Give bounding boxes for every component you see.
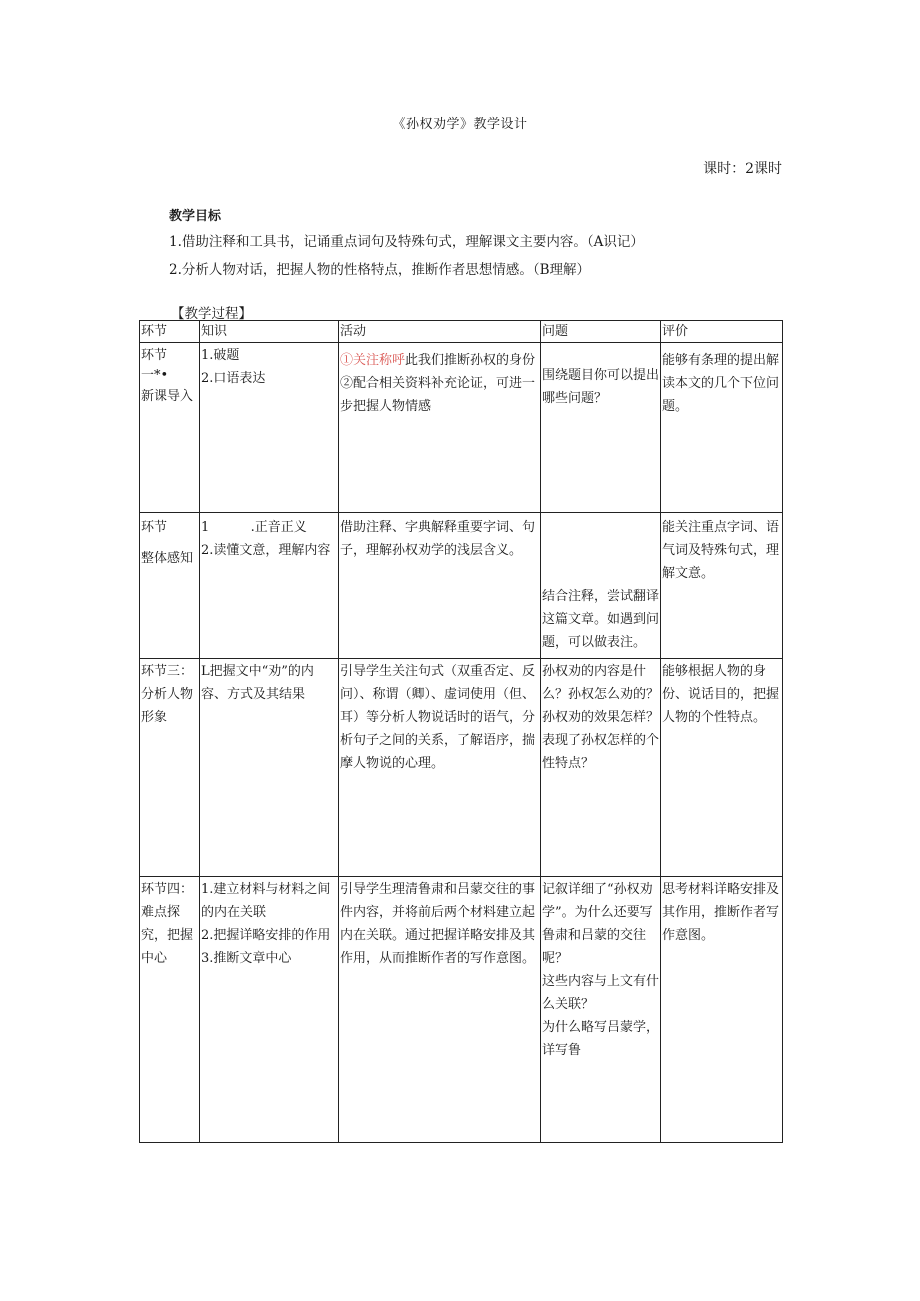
activity-highlight: ①关注称呼 (340, 353, 406, 368)
goal-item: 2.分析人物对话，把握人物的性格特点，推断作者思想情感。（B理解） (169, 262, 591, 278)
activity-text: 借助注释、字典解释重要字词、句子，理解孙权劝学的浅层含义。 (340, 520, 536, 558)
knowledge-text: L把握文中“劝”的内容、方式及其结果 (201, 664, 314, 702)
knowledge-text: 2.读懂文意，理解内容 (201, 543, 331, 558)
question-cell (541, 513, 661, 659)
evaluation-text: 能够有条理的提出解读本文的几个下位问题。 (662, 353, 780, 414)
question-cell (541, 343, 661, 513)
goals-heading: 教学目标 (169, 209, 222, 224)
knowledge-text: 2.把握详略安排的作用 (201, 928, 331, 943)
knowledge-text: 1 .正音正义 (201, 520, 307, 535)
stage-text: 环节三：分析人物形象 (141, 664, 194, 725)
question-text: 为什么略写吕蒙学，详写鲁 (542, 1020, 660, 1058)
question-cell (541, 659, 661, 877)
table-row (140, 343, 783, 513)
knowledge-cell (200, 343, 339, 513)
question-text: 记叙详细了“孙权劝学”。为什么还要写鲁肃和吕蒙的交往呢？ (542, 882, 653, 966)
knowledge-text: 1.建立材料与材料之间的内在关联 (201, 882, 331, 920)
table-row (140, 659, 783, 877)
question-cell (541, 877, 661, 1143)
activity-cell (339, 659, 541, 877)
evaluation-text: 思考材料详略安排及其作用，推断作者写作意图。 (662, 882, 780, 943)
evaluation-cell (661, 877, 783, 1143)
column-header-evaluation: 评价 (661, 321, 783, 343)
stage-text: 一*• (141, 368, 169, 383)
column-header-stage: 环节 (140, 321, 200, 343)
activity-cell (339, 877, 541, 1143)
question-text: 结合注释，尝试翻译这篇文章。如遇到问题，可以做表注。 (542, 589, 660, 650)
question-text: 孙权劝的内容是什么？孙权怎么劝的？孙权劝的效果怎样？ (542, 664, 660, 725)
knowledge-cell (200, 877, 339, 1143)
column-header-question: 问题 (541, 321, 661, 343)
evaluation-text: 能关注重点字词、语气词及特殊句式，理解文意。 (662, 520, 780, 581)
table-row (140, 513, 783, 659)
question-text: 这些内容与上文有什么关联？ (542, 974, 660, 1012)
stage-cell (140, 877, 200, 1143)
evaluation-cell (661, 659, 783, 877)
evaluation-cell (661, 513, 783, 659)
column-header-activity: 活动 (339, 321, 541, 343)
stage-text: 环节 (141, 520, 168, 535)
stage-text: 整体感知 (141, 551, 194, 566)
process-heading: 【教学过程】 (171, 306, 252, 322)
knowledge-text: 2.口语表达 (201, 371, 266, 386)
activity-cell (339, 343, 541, 513)
question-text: 表现了孙权怎样的个性特点？ (542, 733, 660, 771)
knowledge-cell (200, 659, 339, 877)
activity-text: 引导学生关注句式（双重否定、反问）、称谓（卿）、虚词使用（但、耳）等分析人物说话时的语气，分析句子之间的关系，了解语序，揣摩人物说的心理。 (340, 664, 536, 771)
stage-text: 新课导入 (141, 389, 194, 404)
knowledge-text: 3.推断文章中心 (201, 951, 292, 966)
class-hours: 课时：2课时 (703, 161, 782, 177)
stage-cell (140, 343, 200, 513)
table-row (140, 877, 783, 1143)
stage-cell (140, 659, 200, 877)
activity-text: 此我们推断孙权的身份 (405, 353, 536, 368)
goal-item: 1.借助注释和工具书，记诵重点词句及特殊句式，理解课文主要内容。（A识记） (169, 234, 644, 250)
table-header-row (140, 321, 783, 343)
process-table (139, 320, 783, 1143)
document-title: 《孙权劝学》教学设计 (392, 117, 528, 132)
stage-text: 环节四：难点探究，把握中心 (141, 882, 194, 966)
column-header-knowledge: 知识 (200, 321, 339, 343)
activity-text: ②配合相关资料补充论证，可进一步把握人物情感 (340, 376, 536, 414)
activity-cell (339, 513, 541, 659)
question-text: 围绕题目你可以提出哪些问题？ (542, 368, 660, 406)
activity-text: 引导学生理清鲁肃和吕蒙交往的事件内容，并将前后两个材料建立起内在关联。通过把握详略安排及其作用，从而推断作者的写作意图。 (340, 882, 536, 966)
evaluation-text: 能够根据人物的身份、说话目的，把握人物的个性特点。 (662, 664, 780, 725)
knowledge-cell (200, 513, 339, 659)
knowledge-text: 1.破题 (201, 348, 240, 363)
evaluation-cell (661, 343, 783, 513)
stage-text: 环节 (141, 348, 168, 363)
stage-cell (140, 513, 200, 659)
